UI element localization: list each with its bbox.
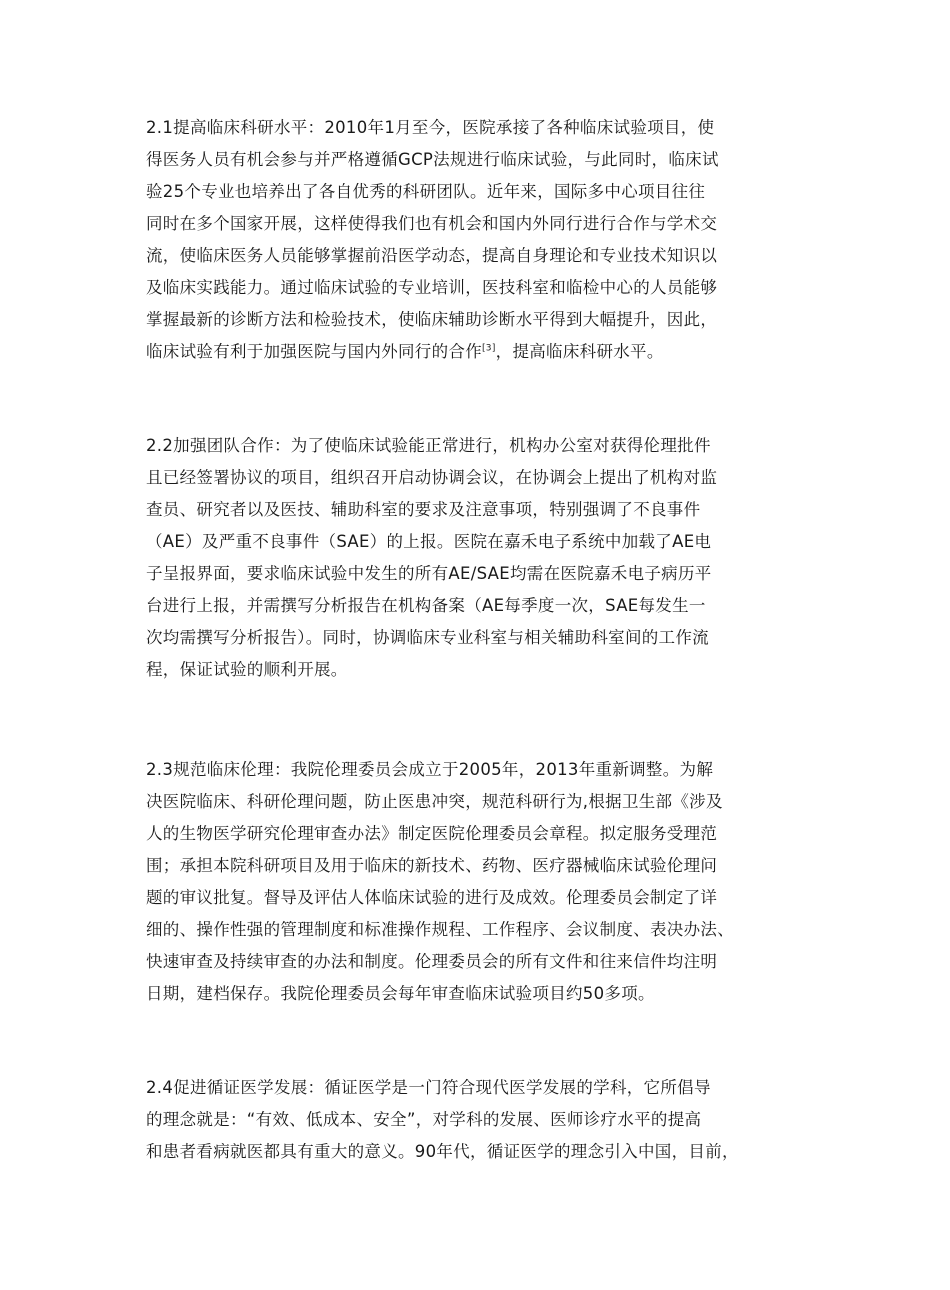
text-line: 快速审查及持续审查的办法和制度。伦理委员会的所有文件和往来信件均注明 [146,952,718,971]
text-line: 子呈报界面，要求临床试验中发生的所有AE/SAE均需在医院嘉禾电子病历平 [146,564,712,583]
text-line: 次均需撰写分析报告）。同时，协调临床专业科室与相关辅助科室间的工作流 [146,628,709,647]
text-line: 验25个专业也培养出了各自优秀的科研团队。近年来，国际多中心项目往往 [146,182,706,201]
text-line: （AE）及严重不良事件（SAE）的上报。医院在嘉禾电子系统中加载了AE电 [146,532,712,551]
text-line: 题的审议批复。督导及评估人体临床试验的进行及成效。伦理委员会制定了详 [146,888,718,907]
text-line: 日期，建档保存。我院伦理委员会每年审查临床试验项目约50多项。 [146,984,655,1003]
text-line: 2.4促进循证医学发展：循证医学是一门符合现代医学发展的学科，它所倡导 [146,1078,711,1097]
text-line: 和患者看病就医都具有重大的意义。90年代，循证医学的理念引入中国，目前， [146,1142,739,1161]
text-line: 2.1提高临床科研水平：2010年1月至今，医院承接了各种临床试验项目，使 [146,118,715,137]
text-fragment: ，提高临床科研水平。 [495,342,664,361]
text-line: 细的、操作性强的管理制度和标准操作规程、工作程序、会议制度、表决办法、 [146,920,734,939]
text-line: 决医院临床、科研伦理问题，防止医患冲突，规范科研行为,根据卫生部《涉及 [146,792,723,811]
text-line: 的理念就是：“有效、低成本、安全”，对学科的发展、医师诊疗水平的提高 [146,1110,702,1129]
text-line: 2.3规范临床伦理：我院伦理委员会成立于2005年，2013年重新调整。为解 [146,760,714,779]
text-line: 人的生物医学研究伦理审查办法》制定医院伦理委员会章程。拟定服务受理范 [146,824,718,843]
text-line: 流，使临床医务人员能够掌握前沿医学动态，提高自身理论和专业技术知识以 [146,246,718,265]
text-line: 掌握最新的诊断方法和检验技术，使临床辅助诊断水平得到大幅提升，因此， [146,310,718,329]
paragraph-2-2 [146,430,816,686]
text-line: 台进行上报，并需撰写分析报告在机构备案（AE每季度一次，SAE每发生一 [146,596,706,615]
text-line: 同时在多个国家开展，这样使得我们也有机会和国内外同行进行合作与学术交 [146,214,718,233]
text-line: 程，保证试验的顺利开展。 [146,660,348,679]
text-line: 2.2加强团队合作：为了使临床试验能正常进行，机构办公室对获得伦理批件 [146,436,711,455]
text-line: 查员、研究者以及医技、辅助科室的要求及注意事项，特别强调了不良事件 [146,500,701,519]
paragraph-2-4 [146,1072,816,1168]
text-line: 得医务人员有机会参与并严格遵循GCP法规进行临床试验，与此同时，临床试 [146,150,719,169]
text-line: 且已经签署协议的项目，组织召开启动协调会议，在协调会上提出了机构对监 [146,468,718,487]
text-line: 及临床实践能力。通过临床试验的专业培训，医技科室和临检中心的人员能够 [146,278,718,297]
text-line-with-citation [146,336,816,368]
text-line: 围；承担本院科研项目及用于临床的新技术、药物、医疗器械临床试验伦理问 [146,856,718,875]
citation-reference: [3] [482,343,496,354]
text-fragment: 临床试验有利于加强医院与国内外同行的合作 [146,342,482,361]
paragraph-2-3 [146,754,816,1010]
paragraph-2-1 [146,112,816,368]
